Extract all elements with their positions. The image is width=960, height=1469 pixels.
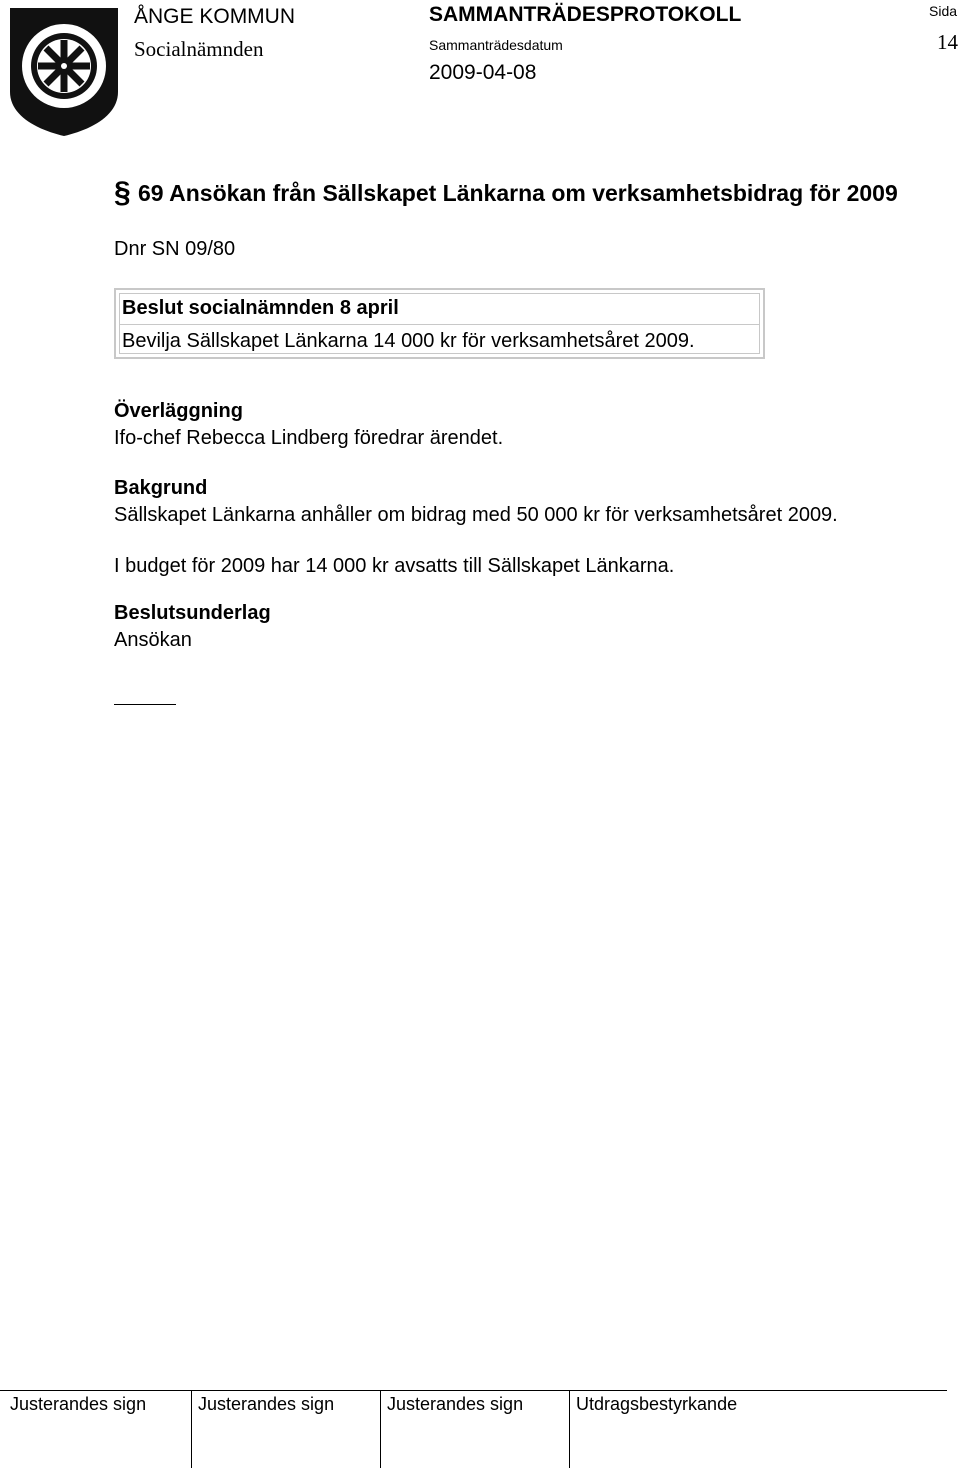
meeting-date-label: Sammanträdesdatum <box>429 37 563 53</box>
municipality-name: ÅNGE KOMMUN <box>134 5 296 28</box>
signature-label-2: Justerandes sign <box>198 1394 335 1414</box>
section-symbol: § <box>114 176 131 209</box>
signature-label-1: Justerandes sign <box>10 1394 147 1414</box>
decision-text: Bevilja Sällskapet Länkarna 14 000 kr för verksamhetsåret 2009. <box>122 330 695 352</box>
footer-column-divider <box>380 1391 381 1468</box>
wheel-coat-of-arms-icon <box>6 4 122 138</box>
page-number: 14 <box>937 30 958 54</box>
separator-line <box>114 704 176 705</box>
footer-column-divider <box>191 1391 192 1468</box>
footer-top-rule <box>0 1390 947 1391</box>
deliberation-text: Ifo-chef Rebecca Lindberg föredrar ärendet. <box>114 427 504 449</box>
certification-label: Utdragsbestyrkande <box>576 1394 738 1414</box>
decision-heading: Beslut socialnämnden 8 april <box>122 297 399 319</box>
document-title: SAMMANTRÄDESPROTOKOLL <box>429 3 742 26</box>
deliberation-heading: Överläggning <box>114 400 243 422</box>
decision-basis-text: Ansökan <box>114 629 192 651</box>
background-paragraph: I budget för 2009 har 14 000 kr avsatts till Sällskapet Länkarna. <box>114 555 675 577</box>
footer-column-divider <box>569 1391 570 1468</box>
decision-box-divider <box>119 324 760 325</box>
page-label: Sida <box>929 3 958 19</box>
meeting-date-value: 2009-04-08 <box>429 61 537 84</box>
background-heading: Bakgrund <box>114 477 208 499</box>
section-title: 69 Ansökan från Sällskapet Länkarna om verksamhetsbidrag för 2009 <box>138 180 898 206</box>
committee-name: Socialnämnden <box>134 37 264 61</box>
case-number: Dnr SN 09/80 <box>114 238 236 260</box>
decision-basis-heading: Beslutsunderlag <box>114 602 271 624</box>
signature-label-3: Justerandes sign <box>387 1394 524 1414</box>
background-paragraph: Sällskapet Länkarna anhåller om bidrag med 50 000 kr för verksamhetsåret 2009. <box>114 504 838 526</box>
